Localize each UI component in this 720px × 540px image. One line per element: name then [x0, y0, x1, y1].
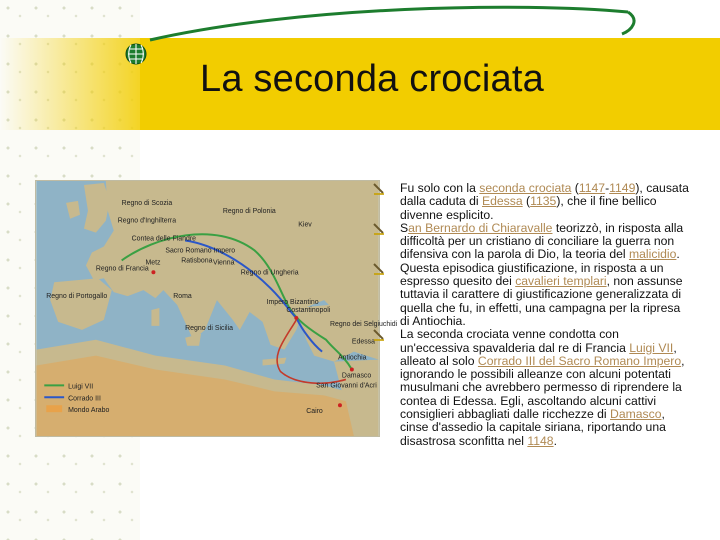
map-label-costantinopoli: Costantinopoli: [286, 306, 331, 314]
link-cavalieri-templari[interactable]: cavalieri templari: [515, 274, 607, 289]
map-label-metz: Metz: [145, 259, 161, 267]
text-span: .: [676, 247, 680, 262]
link-1149[interactable]: 1149: [609, 181, 636, 195]
city-dot: [338, 403, 342, 407]
map-label-damasco: Damasco: [341, 372, 372, 380]
map-label-antiochia: Antiochia: [337, 354, 367, 362]
link-seconda-crociata[interactable]: seconda crociata: [479, 181, 572, 195]
crusade-map: [35, 180, 398, 437]
legend-luigi: Luigi VII: [68, 383, 94, 391]
link-corrado-iii[interactable]: Corrado III del Sacro Romano Impero: [477, 353, 682, 368]
map-label-scozia: Regno di Scozia: [121, 199, 173, 207]
map-label-roma: Roma: [173, 293, 192, 301]
sardinia-land: [151, 308, 159, 326]
bullet-item-4: [372, 328, 690, 448]
text-span: , alleato al solo: [400, 340, 677, 368]
map-svg: [36, 181, 398, 436]
text-span: teorizzò, in risposta alla difficoltà per un cristiano di conciliare la guerra non difensiva con la parola di Dio, la teoria del: [400, 220, 684, 262]
city-dot: [151, 270, 155, 274]
globe-icon: [124, 42, 148, 66]
map-label-portogallo: Regno di Portogallo: [46, 293, 108, 301]
link-damasco[interactable]: Damasco: [610, 407, 662, 422]
link-1148[interactable]: 1148: [527, 433, 554, 448]
decorative-swoosh: [0, 0, 720, 60]
link-san-bernardo[interactable]: an Bernardo di Chiaravalle: [408, 220, 553, 235]
slide-title: La seconda crociata: [200, 58, 544, 100]
legend-corrado: Corrado III: [68, 395, 101, 403]
link-luigi-vii[interactable]: Luigi VII: [629, 340, 674, 355]
legend-mondo-arabo: Mondo Arabo: [68, 407, 110, 415]
map-label-sacro-impero: Sacro Romano Impero: [165, 247, 236, 255]
map-label-sicilia: Regno di Sicilia: [185, 324, 234, 332]
text-span: , non assunse tuttavia il carattere di giustificazione generalizzata di quella che fu, in effetti, una campagna per la ripresa di Antiochia.: [400, 274, 683, 328]
text-span: Fu solo con la: [400, 181, 480, 195]
map-label-ratisbona: Ratisbona: [181, 257, 213, 265]
map-label-inghilterra: Regno d'Inghilterra: [117, 217, 177, 225]
pen-bullet-icon: [372, 182, 386, 196]
text-span: , cinse d'assedio la capitale siriana, riportando una disastrosa sconfitta nel: [400, 407, 666, 448]
text-span: S: [400, 220, 409, 235]
map-label-polonia: Regno di Polonia: [222, 207, 276, 215]
map-label-bizantino: Impero Bizantino: [266, 299, 319, 307]
map-label-edessa: Edessa: [351, 338, 376, 346]
map-label-vienna: Vienna: [212, 259, 235, 267]
bullet-item-2: [372, 222, 690, 262]
map-label-ungheria: Regno di Ungheria: [240, 269, 299, 277]
text-span: (: [571, 181, 579, 195]
pen-bullet-icon: [372, 262, 386, 276]
link-1135[interactable]: 1135: [530, 194, 557, 209]
bullet-item-1: [372, 182, 690, 222]
link-malicidio[interactable]: malicidio: [629, 247, 677, 262]
text-span: (: [522, 194, 531, 209]
map-label-fiandre: Contea delle Fiandre: [131, 235, 197, 243]
text-span: .: [553, 433, 557, 448]
map-label-francia: Regno di Francia: [95, 265, 149, 273]
pen-bullet-icon: [372, 328, 386, 342]
city-dot: [294, 316, 298, 320]
text-span: ), causata dalla caduta di: [400, 181, 689, 209]
link-edessa[interactable]: Edessa: [482, 194, 523, 209]
city-dot: [350, 368, 354, 372]
text-span: -: [605, 181, 610, 195]
text-span: Questa episodica giustificazione, in risposta a un espresso quesito dei: [400, 260, 664, 289]
link-1147[interactable]: 1147: [578, 181, 606, 195]
bullet-item-3: [372, 262, 690, 328]
text-span: , ignorando le possibili alleanze con alcuni potentati musulmani che avrebbero permesso di riprendere la contea di Edessa. Egli, ascoltando alcuni cattivi consiglieri abbagliati dalle ricchezze di: [400, 353, 685, 422]
map-label-acri: San Giovanni d'Acri: [316, 382, 377, 390]
content-text: [372, 182, 690, 448]
map-label-kiev: Kiev: [298, 221, 312, 229]
text-span: ), che il fine bellico divenne esplicito.: [400, 194, 657, 222]
pen-bullet-icon: [372, 222, 386, 236]
map-label-selgiuchidi: Regno dei Selgiuchidi: [330, 320, 398, 328]
text-span: La seconda crociata venne condotta con un'eccessiva spavalderia dal re di Francia: [400, 327, 630, 355]
map-label-cairo: Cairo: [306, 408, 323, 416]
